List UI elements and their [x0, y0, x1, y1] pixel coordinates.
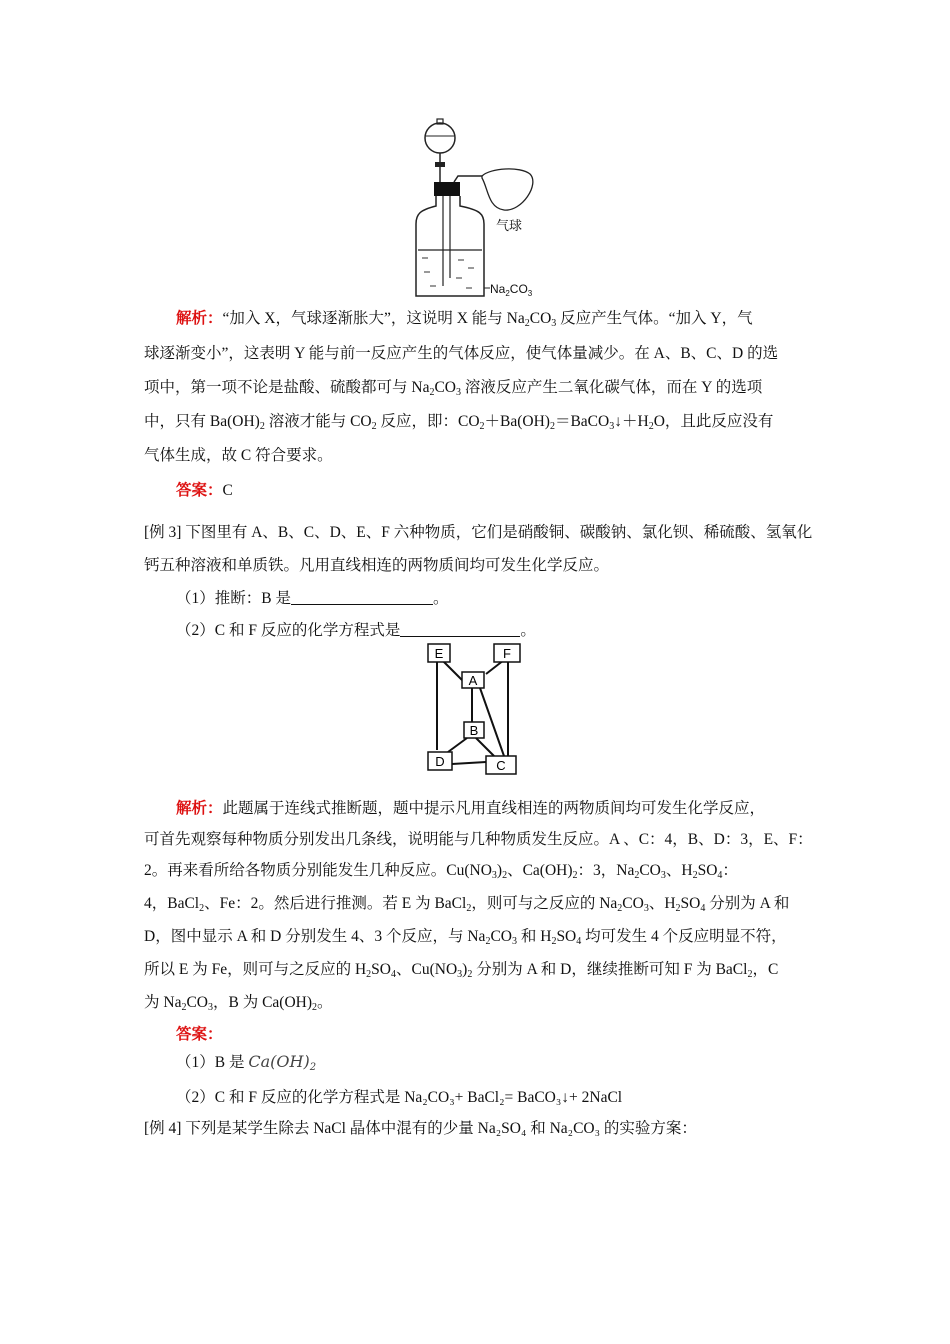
node-C: [486, 756, 516, 774]
svg-text:A: A: [468, 673, 478, 688]
balloon-label: 气球: [496, 218, 523, 233]
apparatus-figure: [410, 118, 550, 302]
node-F: [494, 644, 520, 662]
ex3-answer-1: （1）B 是 $Ca(OH)_2$: [176, 1052, 317, 1073]
ex3-analysis-line6: 所以 E 为 Fe，则可与之反应的 $H_2SO_4$、$Cu(NO_3)_2$ 分别为 A 和 D，继续推断可知 F 为 BaCl$_2$，C: [144, 961, 779, 980]
ex3-answer-2: （2）C 和 F 反应的化学方程式是 Na₂CO₃+ BaCl₂= BaCO₃↓+ 2NaCl: [176, 1089, 623, 1106]
ex2-analysis-line4: 中，只有 $Ba(OH)_2$ 溶液才能与 $CO_2$ 反应，即：$CO_2+Ba(OH)_2=BaCO_3↓+H_2O$，且此反应没有: [144, 413, 774, 432]
node-D: [428, 752, 452, 770]
ex3-title2: 钙五种溶液和单质铁。凡用直线相连的两物质间均可发生化学反应。: [144, 557, 610, 574]
ex3-answer-label-line: [176, 1025, 223, 1045]
reaction-network-diagram: [424, 640, 524, 780]
ex2-answer: [176, 481, 233, 501]
ex3-analysis-line3: 2。再来看所给各物质分别能发生几种反应。$Cu(NO_3)_2$、$Ca(OH)_2$：3，$Na_2CO_3$、$H_2SO_4$：: [144, 862, 738, 881]
answer-blank-1[interactable]: [291, 590, 433, 605]
svg-text:D: D: [435, 754, 445, 769]
svg-text:F: F: [503, 646, 511, 661]
ex3-answer-label: 答案：: [176, 1026, 223, 1043]
ex3-analysis-label: 解析：: [176, 800, 223, 817]
funnel-bulb: [425, 123, 455, 153]
ex2-analysis-line3: 项中，第一项不论是盐酸、硫酸都可与 $Na_2CO_3$ 溶液反应产生二氧化碳气体，而在 Y 的选项: [144, 379, 763, 398]
ex3-analysis-line1: 解析：此题属于连线式推断题，题中提示凡用直线相连的两物质间均可发生化学反应，: [176, 800, 766, 817]
ex2-analysis-line2: 球逐渐变小”，这表明 Y 能与前一反应产生的气体反应，使气体量减少。在 A、B、C、D 的选: [144, 345, 779, 362]
ex3-title: [例 3] 下图里有 A、B、C、D、E、F 六种物质，它们是硝酸铜、碳酸钠、氯化钡、稀硫酸、氢氧化: [144, 524, 813, 541]
ex3-analysis-line4: 4，BaCl$_2$、Fe：2。然后进行推测。若 E 为 BaCl$_2$，则可与之反应的 $Na_2CO_3$、$H_2SO_4$ 分别为 A 和: [144, 895, 790, 914]
node-A: [462, 672, 484, 688]
stopcock: [435, 162, 445, 167]
ex3-analysis-line2: 可首先观察每种物质分别发出几条线，说明能与几种物质发生反应。A 、C：4，B、D：3，E、F：: [144, 831, 813, 848]
ex4-title: [例 4] 下列是某学生除去 NaCl 晶体中混有的少量 Na₂SO₄ 和 Na₂CO₃ 的实验方案：: [144, 1120, 697, 1137]
ex3-analysis-line5: D，图中显示 A 和 D 分别发生 4、3 个反应，与 $Na_2CO_3$ 和 $H_2SO_4$ 均可发生 4 个反应明显不符，: [144, 928, 787, 947]
ex2-analysis-line1: 解析：“加入 X，气球逐渐胀大”，这说明 X 能与 $Na_2CO_3$ 反应产生气体。“加入 Y，气: [176, 310, 753, 329]
svg-text:B: B: [469, 723, 479, 738]
node-B: [464, 722, 484, 738]
answer-blank-2[interactable]: [400, 622, 520, 637]
svg-text:C: C: [496, 758, 506, 773]
ex3-question-1: （1）推断：B 是 。: [176, 590, 449, 607]
ex2-analysis-line5: 气体生成，故 C 符合要求。: [144, 447, 333, 464]
ex3-analysis-line7: 为 $Na_2CO_3$，B 为 $Ca(OH)_2$。: [144, 994, 333, 1013]
ex2-answer-value: C: [222, 482, 233, 499]
node-E: [428, 644, 450, 662]
ex2-answer-label: 答案：: [176, 482, 223, 499]
stopper: [434, 182, 460, 196]
svg-text:E: E: [434, 646, 444, 661]
formula-caoh2: Ca(OH): [248, 1052, 310, 1071]
solution-label: $Na_2CO_3$: [490, 282, 533, 298]
ex3-question-2: （2）C 和 F 反应的化学方程式是 。: [176, 622, 536, 639]
ex2-analysis-label: 解析：: [176, 310, 223, 327]
balloon: [482, 169, 533, 210]
